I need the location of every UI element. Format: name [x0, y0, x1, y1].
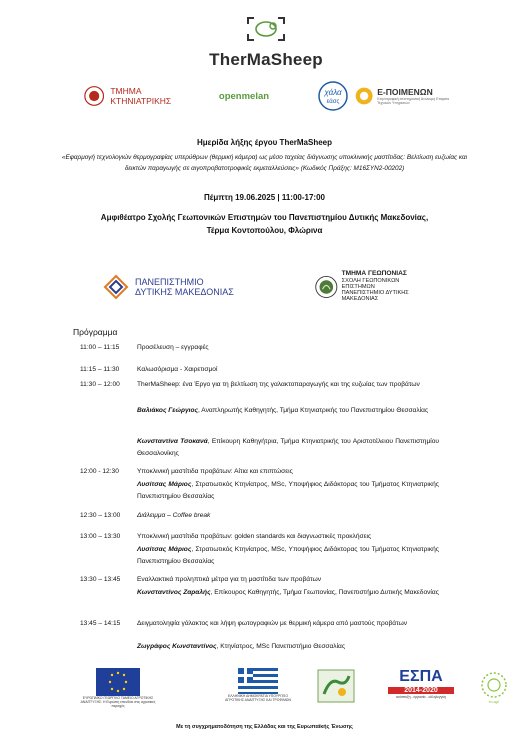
speaker-role: , Επίκουρος Καθηγητής, Τμήμα Γεωπονίας, Πανεπιστήμιο Δυτικής Μακεδονίας — [210, 589, 439, 596]
tmima-ktiniatrikis-logo — [84, 78, 190, 114]
agri-line-3: ΠΑΝΕΠΙΣΤΗΜΙΟ ΔΥΤΙΚΗΣ ΜΑΚΕΔΟΝΙΑΣ — [341, 290, 409, 303]
eoagri-name: eo-agri — [488, 700, 500, 704]
program-time: 11:15 – 11:30 — [80, 366, 120, 373]
university-seal-icon — [84, 84, 104, 108]
brand-name: TherMaSheep — [209, 50, 323, 69]
program-desc: TherMaSheep: ένα Έργο για τη βελτίωση της γαλακτοπαραγωγής και της ευζωίας των προβάτων — [137, 381, 420, 388]
speaker-entry — [137, 436, 439, 459]
speaker-entry — [137, 641, 439, 653]
funding-logos — [80, 668, 520, 712]
speaker-role: , Κτηνίατρος, MSc Πανεπιστήμιο Θεσσαλίας — [216, 643, 346, 650]
espa-logo — [378, 668, 464, 708]
sheep-camera-icon — [244, 14, 288, 44]
speaker-name: Λυσίτσας Μάριος — [137, 546, 192, 553]
agri-line-1: ΤΜΗΜΑ ΓΕΩΠΟΝΙΑΣ — [341, 270, 407, 278]
tmima-geoponias-logo — [315, 270, 421, 304]
speaker-name: Βαλιάκος Γεώργιος — [137, 407, 198, 414]
program-time: 12:30 – 13:00 — [80, 512, 121, 519]
program-time: 13:00 – 13:30 — [80, 533, 121, 540]
uowm-logo — [103, 272, 243, 302]
epoimenon-name: Ε-ΠΟΙΜΕΝΩΝ — [377, 87, 433, 97]
program-time: 11:30 – 12:00 — [80, 381, 120, 388]
speaker-name: Κωνσταντίνα Τσοκανά — [137, 438, 208, 445]
eu-caption: ΕΥΡΩΠΑΪΚΟ ΓΕΩΡΓΙΚΟ ΤΑΜΕΙΟ ΑΓΡΟΤΙΚΗΣ ΑΝΑΠΤΥΞΗΣ: Η Ευρώπη επενδύει στις αγροτικές περιοχές — [80, 696, 156, 708]
xala-mark-icon — [318, 79, 348, 113]
speaker-entry — [137, 405, 439, 417]
event-date: Πέμπτη 19.06.2025 | 11:00-17:00 — [204, 193, 325, 202]
epoimenon-logo — [355, 78, 451, 114]
program-time: 13:30 – 13:45 — [80, 576, 121, 583]
venue-line-1: Αμφιθέατρο Σχολής Γεωπονικών Επιστημών του Πανεπιστημίου Δυτικής Μακεδονίας, — [100, 213, 429, 222]
uowm-line-1: ΠΑΝΕΠΙΣΤΗΜΙΟ — [135, 277, 204, 287]
speaker-role: , Στρατιωτικός Κτηνίατρος, MSc, Υποψήφιος Διδάκτορας του Τμήματος Κτηνιατρικής Πανεπιστημίου Θεσσαλίας — [137, 481, 439, 500]
uowm-emblem-icon — [103, 274, 129, 300]
program-desc: Προσέλευση – εγγραφές — [137, 344, 209, 351]
event-title: Ημερίδα λήξης έργου TherMaSheep — [196, 138, 333, 147]
program-desc: Διάλειμμα – Coffee break — [137, 512, 211, 519]
eoagri-mark-icon — [479, 670, 509, 700]
program-time: 13:45 – 14:15 — [80, 620, 121, 627]
program-desc: Υποκλινική μαστίτιδα προβάτων: golden standards και διαγνωστικές προκλήσεις — [137, 533, 372, 540]
epoimenon-subtitle: Κτηνοτροφική επιστημονική Ανώνυμη Εταιρεία Τεχνικών Υπηρεσιών — [377, 97, 449, 105]
program-heading: Πρόγραμμα — [73, 327, 118, 337]
svg-text:χάλα: χάλα — [324, 88, 342, 97]
speaker-entry — [137, 544, 439, 567]
espa-title: ΕΣΠΑ — [399, 668, 443, 685]
eu-flag-icon — [96, 668, 140, 696]
greek-flag-icon — [238, 668, 278, 694]
xala-logo — [318, 78, 348, 114]
uowm-line-2: ΔΥΤΙΚΗΣ ΜΑΚΕΔΟΝΙΑΣ — [135, 287, 234, 297]
program-desc: Καλωσόρισμα - Χαιρετισμοί — [137, 366, 218, 373]
eu-eafrd-logo — [80, 668, 156, 708]
program-time: 11:00 – 11:15 — [80, 344, 120, 351]
speaker-entry — [137, 587, 439, 599]
thermasheep-logo — [196, 14, 336, 78]
svg-text:εάσς: εάσς — [326, 99, 340, 105]
tmima-name: ΤΜΗΜΑ ΚΤΗΝΙΑΤΡΙΚΗΣ — [110, 86, 172, 106]
program-desc: Υποκλινική μαστίτιδα προβάτων: Αίτια και επιπτώσεις — [137, 468, 293, 475]
geoponia-seal-icon — [315, 272, 338, 302]
event-venue — [60, 211, 469, 237]
espa-years: 2014-2020 — [388, 687, 454, 694]
speaker-entry — [137, 479, 439, 502]
openmelan-logo — [198, 78, 290, 114]
venue-line-2: Τέρμα Κοντοπούλου, Φλώρινα — [206, 226, 323, 235]
openmelan-name: openmelan — [218, 90, 270, 102]
speaker-name: Ζωγράφος Κωνσταντίνος — [137, 643, 217, 650]
epoimenon-mark-icon — [355, 83, 373, 109]
agri-line-2: ΣΧΟΛΗ ΓΕΩΠΟΝΙΚΩΝ ΕΠΙΣΤΗΜΩΝ — [341, 277, 400, 290]
region-logo — [316, 668, 356, 708]
program-desc: Εναλλακτικά προληπτικά μέτρα για τη μαστίτιδα των προβάτων — [137, 576, 322, 583]
speaker-role: , Στρατιωτικός Κτηνίατρος, MSc, Υποψήφιος Διδάκτορας του Τμήματος Κτηνιατρικής Πανεπιστημίου Θεσσαλίας — [137, 546, 439, 565]
eoagri-logo — [475, 670, 513, 710]
program-desc: Δειγματοληψία γάλακτος και λήψη φωτογραφιών με θερμική κάμερα από μαστούς προβάτων — [137, 620, 408, 627]
greek-ministry-logo — [220, 668, 296, 708]
speaker-name: Λυσίτσας Μάριος — [137, 481, 192, 488]
funding-caption: Με τη συγχρηματοδότηση της Ελλάδας και της Ευρωπαϊκής Ένωσης — [176, 724, 353, 730]
speaker-role: , Αναπληρωτής Καθηγητής, Τμήμα Κτηνιατρικής του Πανεπιστημίου Θεσσαλίας — [198, 407, 429, 414]
speaker-role: , Επίκουρη Καθηγήτρια, Τμήμα Κτηνιατρικής του Αριστοτέλειου Πανεπιστημίου Θεσσαλονίκης — [137, 438, 439, 457]
region-map-icon — [316, 668, 356, 704]
gr-caption: ΕΛΛΗΝΙΚΗ ΔΗΜΟΚΡΑΤΙΑ ΥΠΟΥΡΓΕΙΟ ΑΓΡΟΤΙΚΗΣ ΑΝΑΠΤΥΞΗΣ ΚΑΙ ΤΡΟΦΙΜΩΝ — [225, 694, 291, 702]
program-time: 12:00 - 12:30 — [80, 468, 119, 475]
speaker-name: Κωνσταντίνος Ζαραλής — [137, 589, 211, 596]
event-subtitle: «Εφαρμογή τεχνολογιών θερμογραφίας υπερύθρων (θερμική κάμερα) ως μέσο ταχείας διάγνωσης υποκλινικής μαστίτιδας: Βελτίωση ευζωίας και δεικτών παραγωγής σε αιγοπροβατοτροφικές εκμεταλλεύσεις» (Κωδικός Πράξης: Μ16ΣΥΝ2-00202) — [61, 154, 468, 172]
espa-sub: ανάπτυξη - εργασία - αλληλεγγύη — [395, 695, 447, 699]
